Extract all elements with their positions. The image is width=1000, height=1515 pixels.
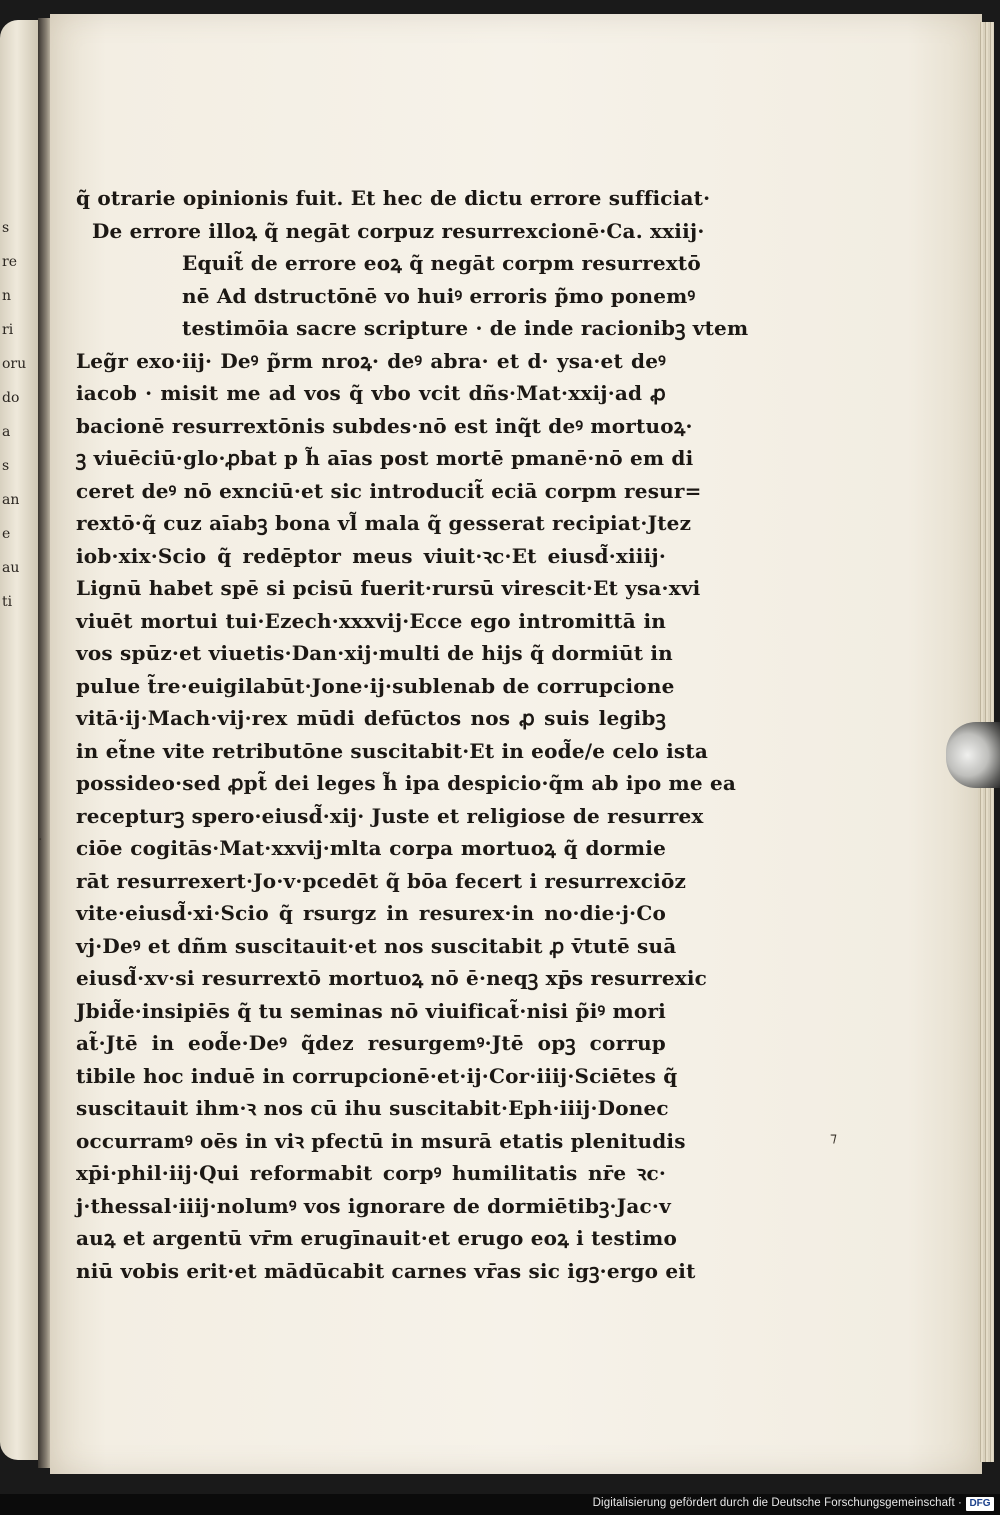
left-page-fragment: an bbox=[2, 492, 20, 508]
left-page-fragment: s bbox=[2, 220, 10, 236]
margin-mark: · bbox=[38, 832, 43, 848]
dfg-logo: DFG bbox=[966, 1497, 994, 1511]
text-line: Equit̃ de errore eoꝝ q̃ negāt corpm resurrextō bbox=[182, 251, 701, 275]
text-line: occurramꝰ oēs in viꝛ pfectū in msurā etatis plenitudis bbox=[76, 1128, 686, 1153]
margin-mark: ⁊ bbox=[830, 1130, 837, 1146]
text-line: eiusd̃·xv·si resurrextō mortuoꝝ nō ē·neqꝫ xp̄s resurrexic bbox=[76, 966, 708, 990]
text-line: nē Ad dstructōnē vo huiꝰ erroris p̃mo ponemꝰ bbox=[182, 283, 696, 308]
text-line: recepturꝫ spero·eiusd̃·xij· Juste et religiose de resurrex bbox=[76, 803, 704, 828]
text-line: ciōe cogitās·Mat·xxvij·mlta corpa mortuoꝝ q̃ dormie bbox=[76, 836, 666, 860]
text-line: in et̃ne vite retributōne suscitabit·Et in eod̃e/e celo ista bbox=[76, 738, 708, 763]
left-page-fragment: n bbox=[2, 288, 12, 304]
text-line: viuēt mortui tui·Ezech·xxxvij·Ecce ego intromittā in bbox=[76, 608, 666, 633]
text-line: q̃ otrarie opinionis fuit. Et hec de dictu errore sufficiat· bbox=[76, 186, 711, 210]
text-line: xp̄i·phil·iij·Qui reformabit corpꝰ humilitatis nr̄e ꝛc· bbox=[76, 1161, 666, 1185]
book-clip bbox=[946, 722, 1000, 788]
left-page-fragment: ri bbox=[2, 322, 14, 338]
text-line: ceret deꝰ nō exnciū·et sic introducit̃ eciā corpm resur= bbox=[76, 478, 702, 503]
text-line: vite·eiusd̃·xi·Scio q̃ rsurgz in resurex·in no·die·j·Co bbox=[76, 901, 666, 925]
text-line: vos spūz·et viuetis·Dan·xij·multi de hijs q̃ dormiūt in bbox=[76, 641, 673, 665]
text-line: niū vobis erit·et mādūcabit carnes vr̄as sic igꝫ·ergo eit bbox=[76, 1258, 696, 1283]
text-line: iob·xix·Scio q̃ redēptor meus viuit·ꝛc·Et eiusd̃·xiiij· bbox=[76, 543, 666, 568]
left-page-fragment: oru bbox=[2, 356, 27, 372]
text-line: tibile hoc induē in corrupcionē·et·ij·Cor·iiij·Sciētes q̃ bbox=[76, 1063, 678, 1088]
text-line: possideo·sed ꝓpt̃ dei leges h̃ ipa despicio·q̃m ab ipo me ea bbox=[76, 771, 737, 795]
text-line: Leg̃r exo·iij· Deꝰ p̃rm nroꝝ· deꝰ abra· et d· ysa·et deꝰ bbox=[76, 348, 666, 373]
chapter-heading: De errore illoꝝ q̃ negāt corpuz resurrexcionē·Ca. xxiij· bbox=[92, 218, 705, 243]
left-page-fragment: a bbox=[2, 424, 11, 440]
text-line: rextō·q̃ cuz aīabꝫ bona vl̃ mala q̃ gesserat recipiat·Jtez bbox=[76, 511, 692, 535]
text-line: vj·Deꝰ et dñm suscitauit·et nos suscitabit ꝓ v̄tutē suā bbox=[76, 933, 677, 958]
left-page-fragment: e bbox=[2, 526, 11, 542]
text-line: rāt resurrexert·Jo·v·pcedēt q̃ bōa fecert i resurrexciōz bbox=[76, 868, 687, 893]
text-line: auꝝ et argentū vr̄m erugīnauit·et erugo eoꝝ i testimo bbox=[76, 1226, 678, 1250]
text-line: iacob · misit me ad vos q̃ vbo vcit dñs·Mat·xxij·ad ꝓ bbox=[76, 381, 666, 405]
text-line: j·thessal·iiij·nolumꝰ vos ignorare de dormiētibꝫ·Jac·v bbox=[76, 1193, 671, 1218]
left-page-fragment: do bbox=[2, 390, 20, 406]
left-page-fragment: au bbox=[2, 560, 20, 576]
text-line: Jbid̃e·insipiēs q̃ tu seminas nō viuificat̃·nisi p̃iꝰ mori bbox=[76, 998, 666, 1023]
text-line: testimōia sacre scripture · de inde racionibꝫ vtem bbox=[182, 316, 749, 340]
left-page-fragment: s bbox=[2, 458, 10, 474]
page-text bbox=[76, 182, 749, 1287]
left-page-edge bbox=[0, 20, 42, 1460]
text-line: ꝫ viuēciū·glo·ꝓbat p h̃ aīas post mortē pmanē·nō em di bbox=[76, 446, 694, 470]
footer-bar bbox=[0, 1494, 1000, 1515]
text-line: suscitauit ihm·ꝛ nos cū ihu suscitabit·Eph·iiij·Donec bbox=[76, 1096, 669, 1120]
text-line: bacionē resurrextōnis subdes·nō est inq̃t deꝰ mortuoꝝ· bbox=[76, 413, 693, 438]
text-line: pulue t̃re·euigilabūt·Jone·ij·sublenab de corrupcione bbox=[76, 673, 675, 698]
text-line: Lignū habet spē si pcisū fuerit·rursū virescit·Et ysa·xvi bbox=[76, 576, 701, 600]
book-page bbox=[38, 14, 982, 1474]
text-line: at̃·Jtē in eod̃e·Deꝰ q̃dez resurgemꝰ·Jtē opꝫ corrup bbox=[76, 1031, 666, 1055]
text-line: vitā·ij·Mach·vij·rex mūdi defūctos nos ꝓ suis legibꝫ bbox=[76, 706, 666, 730]
left-page-fragment: ti bbox=[2, 594, 13, 610]
left-page-fragment: re bbox=[2, 254, 17, 270]
funding-credit: Digitalisierung gefördert durch die Deutsche Forschungsgemeinschaft · bbox=[592, 1497, 962, 1509]
